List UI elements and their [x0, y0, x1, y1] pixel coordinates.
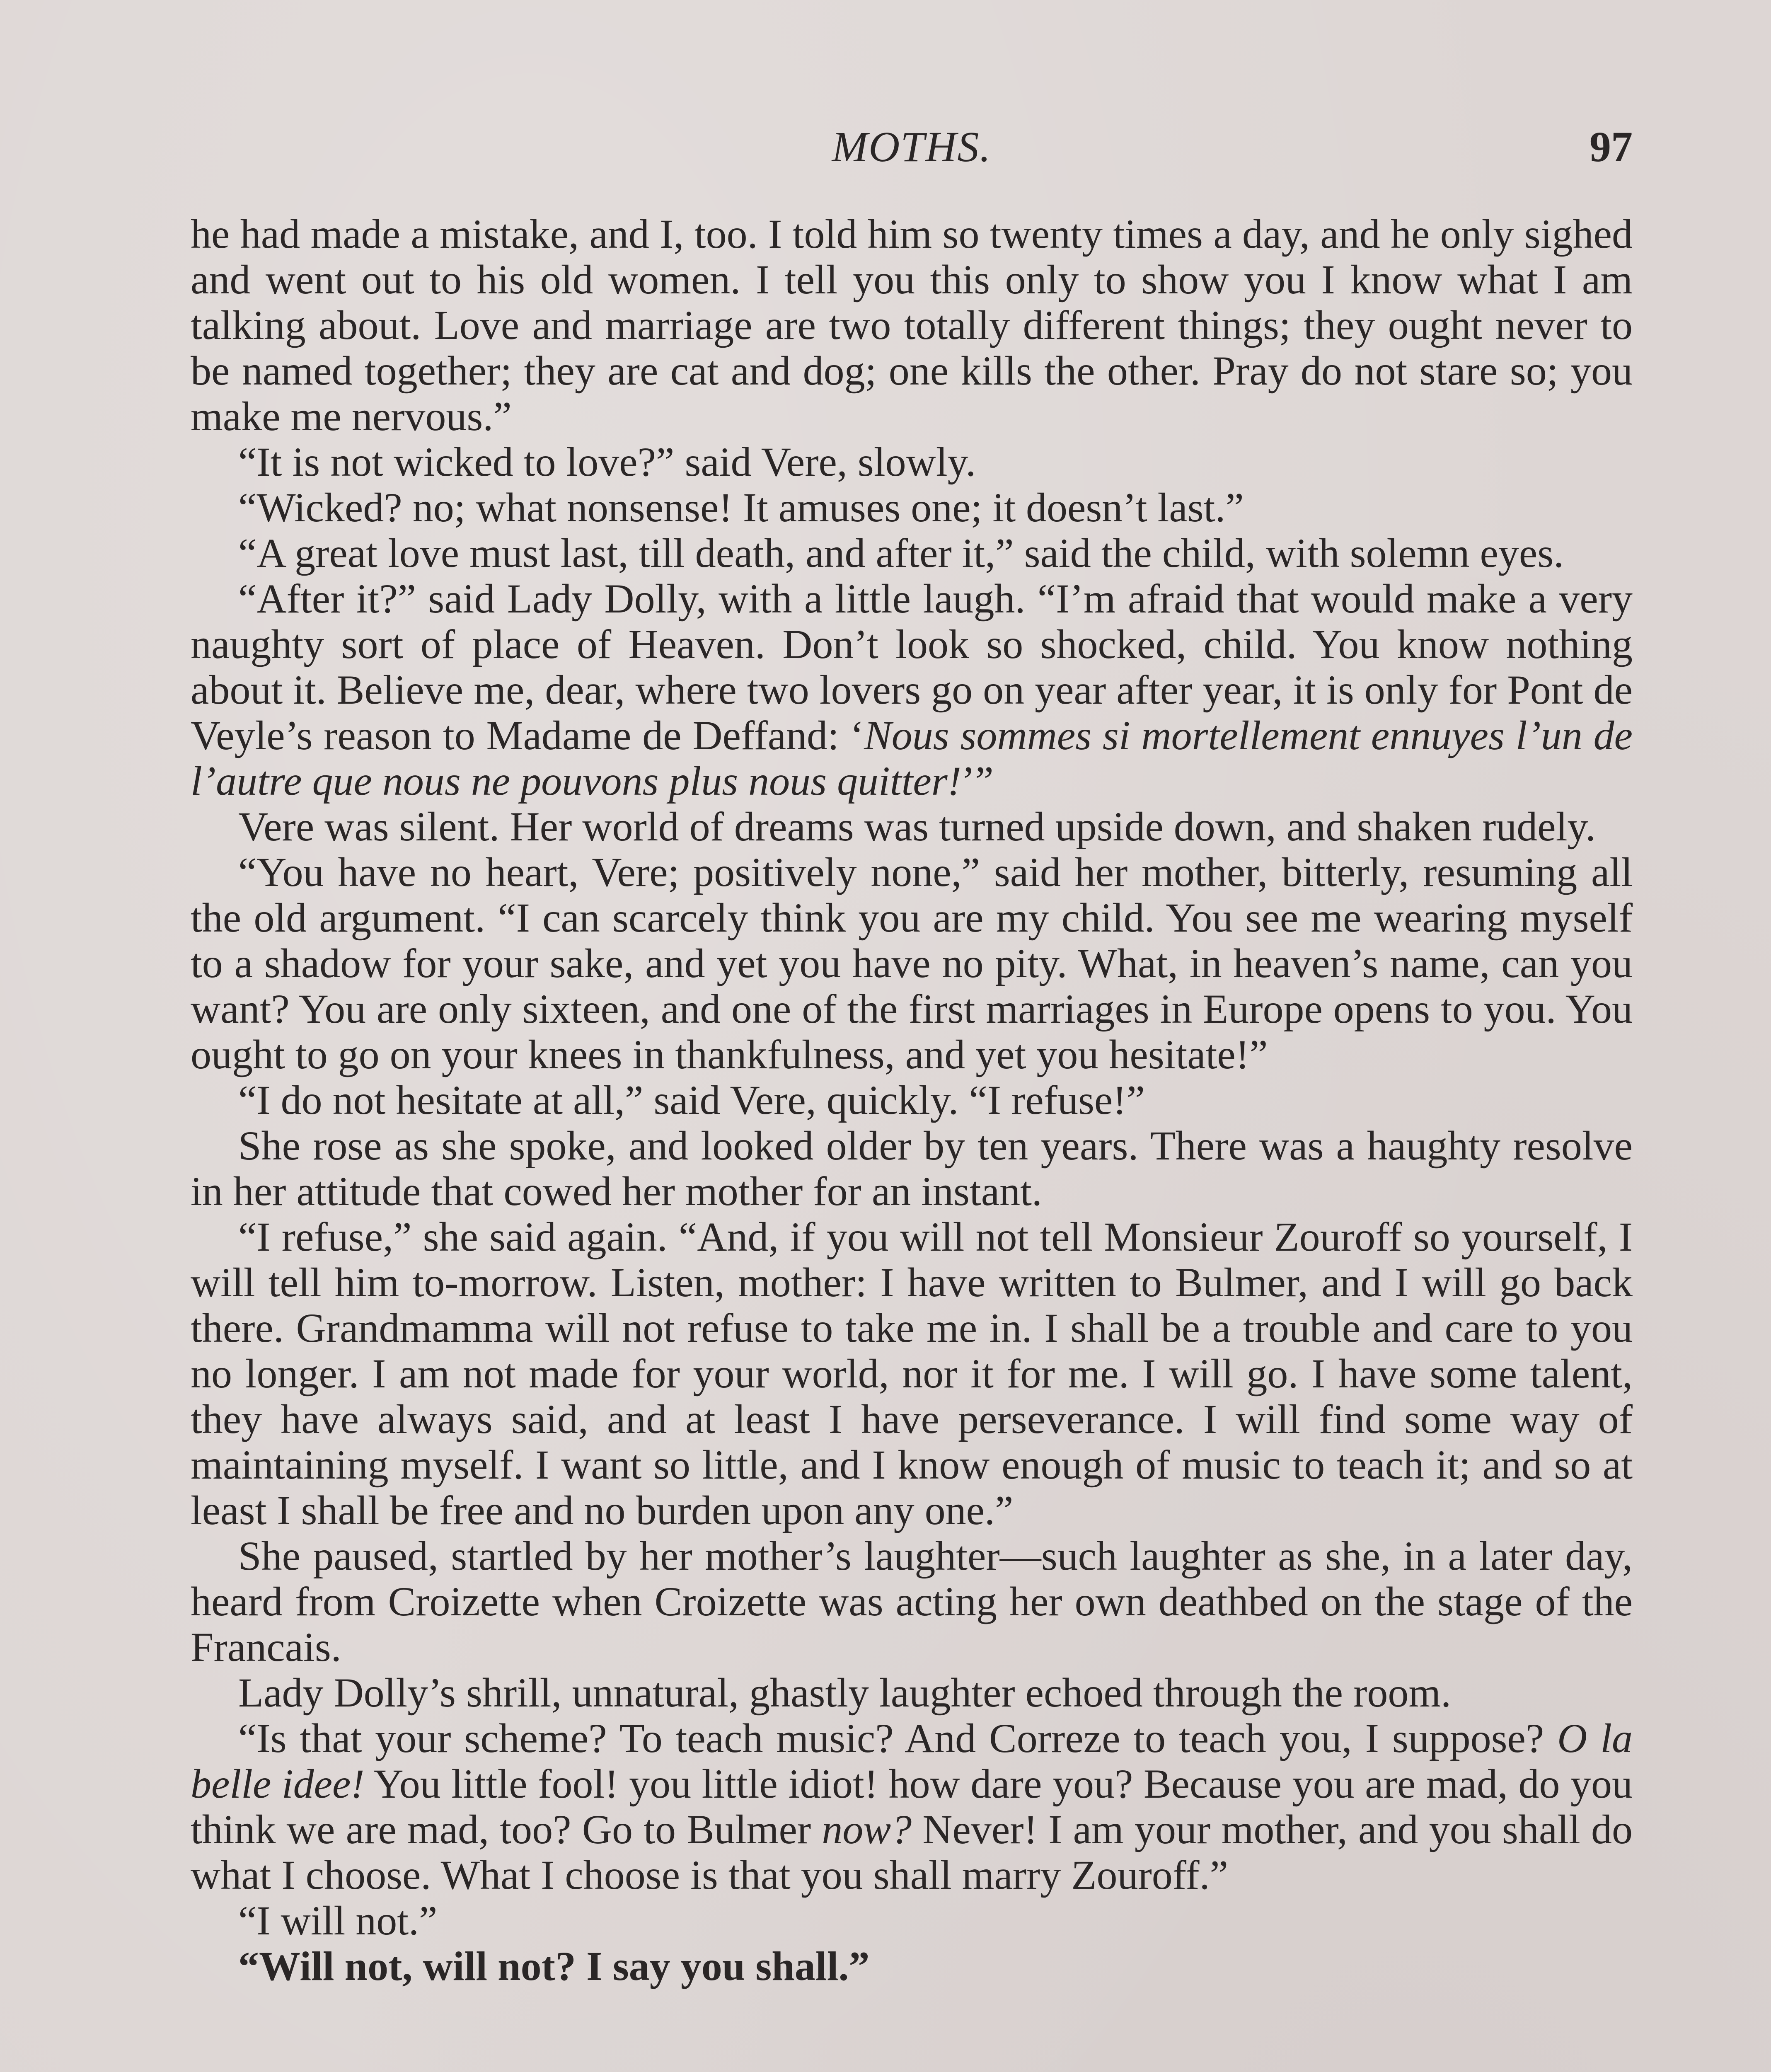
- body-text: [191, 211, 1633, 1989]
- italic-text: O la belle idee!: [191, 1715, 1633, 1807]
- text-run: “I do not hesitate at all,” said Vere, quickly. “I refuse!”: [238, 1077, 1145, 1123]
- text-run: “You have no heart, Vere; positively none,” said her mother, bitterly, resuming all the old argument. “I can scarcely think you are my child. You see me wearing myself to a shadow for your sake, and yet you have no pity. What, in heaven’s name, can you want? You are only sixteen, and one of the first marriages in Europe opens to you. You ought to go on your knees in thankfulness, and yet you hesitate!”: [191, 849, 1633, 1077]
- text-run: he had made a mistake, and I, too. I told him so twenty times a day, and he only sighed and went out to his old women. I tell you this only to show you I know what I am talking about. Love and marriage are two totally different things; they ought never to be named together; they are cat and dog; one kills the other. Pray do not stare so; you make me nervous.”: [191, 211, 1633, 439]
- paragraph: [191, 485, 1633, 530]
- text-run: “A great love must last, till death, and after it,” said the child, with solemn eyes.: [238, 530, 1564, 576]
- text-run: Never! I am your mother, and you shall do what I choose. What I choose is that you shall marry Zouroff.”: [191, 1806, 1633, 1898]
- running-title: MOTHS.: [832, 123, 992, 171]
- text-run: She paused, startled by her mother’s laughter—such laughter as she, in a later day, heard from Croizette when Croizette was acting her own deathbed on the stage of the Francais.: [191, 1533, 1633, 1670]
- page-header: [191, 120, 1633, 186]
- text-run: “After it?” said Lady Dolly, with a little laugh. “I’m afraid that would make a very naughty sort of place of Heaven. Don’t look so shocked, child. You know nothing about it. Believe me, dear, where two lovers go on year after year, it is only for Pont de Veyle’s reason to Madame de Deffand: ‘: [191, 576, 1633, 758]
- paragraph: [191, 1214, 1633, 1533]
- text-run: “It is not wicked to love?” said Vere, slowly.: [238, 439, 976, 485]
- paragraph: [191, 1716, 1633, 1898]
- paragraph: [191, 1670, 1633, 1716]
- paragraph: [191, 1533, 1633, 1670]
- italic-text: Nous sommes si mortellement ennuyes l’un de l’autre que nous ne pouvons plus nous quitter!: [191, 712, 1633, 804]
- text-run: “Wicked? no; what nonsense! It amuses one; it doesn’t last.”: [238, 484, 1244, 530]
- text-run: She rose as she spoke, and looked older by ten years. There was a haughty resolve in her attitude that cowed her mother for an instant.: [191, 1123, 1633, 1214]
- paragraph: [191, 530, 1633, 576]
- text-run: Lady Dolly’s shrill, unnatural, ghastly laughter echoed through the room.: [238, 1670, 1452, 1716]
- text-run: “Will not, will not? I say you shall.”: [238, 1943, 870, 1989]
- page-number: 97: [1590, 123, 1633, 171]
- paragraph: [191, 439, 1633, 485]
- text-run: “I will not.”: [238, 1898, 438, 1944]
- paragraph: [191, 1944, 1633, 1989]
- text-run: ’”: [961, 758, 994, 804]
- text-run: Vere was silent. Her world of dreams was turned upside down, and shaken rudely.: [238, 804, 1596, 850]
- paragraph: [191, 1898, 1633, 1944]
- paragraph: [191, 211, 1633, 439]
- paragraph: [191, 576, 1633, 804]
- italic-text: now?: [822, 1806, 912, 1852]
- paragraph: [191, 804, 1633, 850]
- paragraph: [191, 1077, 1633, 1123]
- text-run: “Is that your scheme? To teach music? And Correze to teach you, I suppose?: [238, 1715, 1558, 1761]
- paragraph: [191, 1123, 1633, 1214]
- text-run: You little fool! you little idiot! how dare you? Because you are mad, do you think we are mad, too? Go to Bulmer: [191, 1761, 1633, 1852]
- text-run: “I refuse,” she said again. “And, if you will not tell Monsieur Zouroff so yourself, I will tell him to-morrow. Listen, mother: I have written to Bulmer, and I will go back there. Grandmamma will not refuse to take me in. I shall be a trouble and care to you no longer. I am not made for your world, nor it for me. I will go. I have some talent, they have always said, and at least I have perseverance. I will find some way of maintaining myself. I want so little, and I know enough of music to teach it; and so at least I shall be free and no burden upon any one.”: [191, 1214, 1633, 1533]
- paragraph: [191, 850, 1633, 1077]
